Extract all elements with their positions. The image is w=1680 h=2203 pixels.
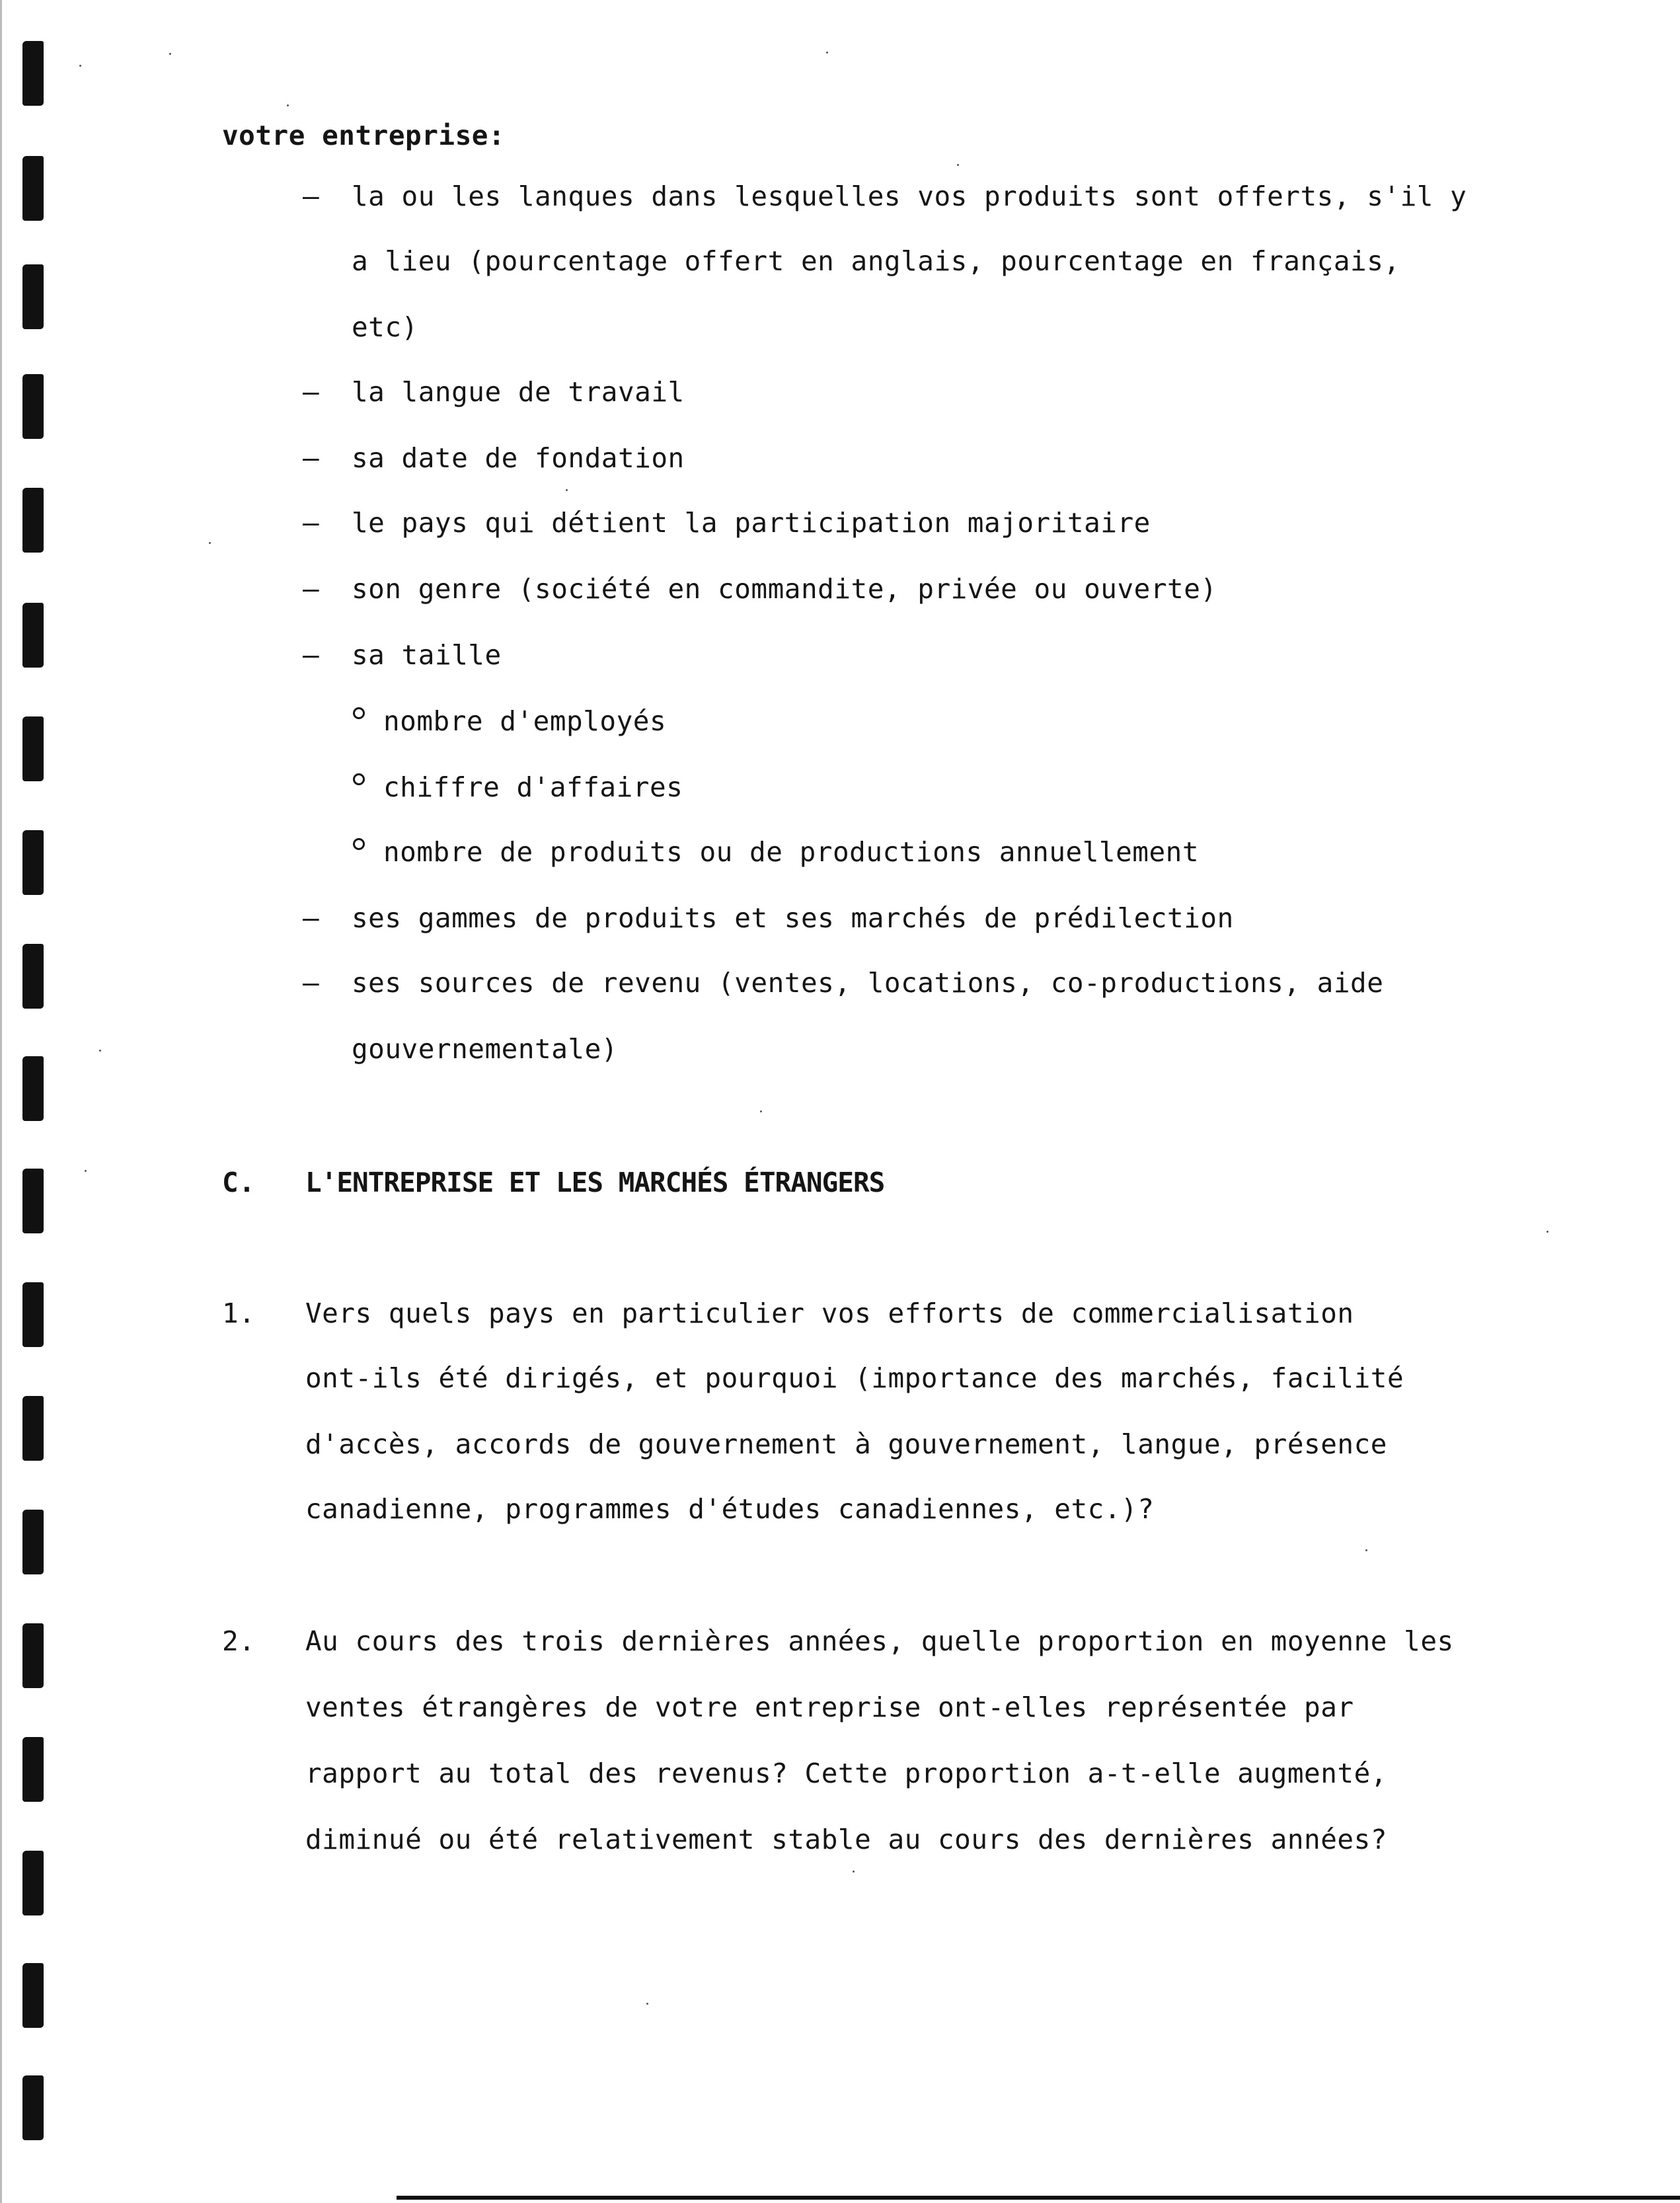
page-edge — [0, 0, 2, 2203]
list-item-revenue-sources-line-1: ses sources de revenu (ventes, locations, co-productions, aide — [352, 967, 1384, 999]
binder-punch-mark — [22, 1282, 44, 1347]
binder-punch-mark — [22, 41, 44, 106]
binder-punch-mark — [22, 603, 44, 668]
binder-punch-mark — [22, 830, 44, 895]
question-1-line-3: d'accès, accords de gouvernement à gouvernement, langue, présence — [305, 1428, 1387, 1460]
binder-punch-mark — [22, 156, 44, 221]
list-dash: – — [303, 902, 319, 934]
list-item-languages-line-3: etc) — [352, 311, 418, 343]
binder-punch-mark — [22, 264, 44, 329]
intro-text: votre entreprise: — [222, 120, 506, 151]
list-item-revenue-sources-line-2: gouvernementale) — [352, 1033, 618, 1065]
question-1-line-1: Vers quels pays en particulier vos efforts de commercialisation — [305, 1297, 1354, 1329]
list-item-company-type: son genre (société en commandite, privée ou ouverte) — [352, 573, 1217, 605]
list-item-majority-country: le pays qui détient la participation majoritaire — [352, 507, 1151, 539]
section-c-letter: C. — [222, 1167, 256, 1198]
sub-item-employees: nombre d'employés — [383, 705, 667, 737]
question-2-line-4: diminué ou été relativement stable au cours des dernières années? — [305, 1824, 1387, 1855]
question-2-number: 2. — [222, 1625, 256, 1657]
sub-bullet-circle — [353, 773, 365, 785]
question-1-number: 1. — [222, 1297, 256, 1329]
binder-punch-mark — [22, 1623, 44, 1688]
binder-punch-mark — [22, 1851, 44, 1915]
list-item-product-ranges: ses gammes de produits et ses marchés de prédilection — [352, 902, 1234, 934]
binder-punch-mark — [22, 2075, 44, 2140]
binder-punch-mark — [22, 1963, 44, 2028]
binder-punch-mark — [22, 716, 44, 781]
question-1-line-4: canadienne, programmes d'études canadiennes, etc.)? — [305, 1493, 1155, 1525]
binder-punch-mark — [22, 1056, 44, 1121]
binder-punch-mark — [22, 488, 44, 553]
list-dash: – — [303, 442, 319, 474]
list-dash: – — [303, 967, 319, 999]
binder-punch-mark — [22, 374, 44, 439]
list-dash: – — [303, 376, 319, 408]
sub-item-productions: nombre de produits ou de productions annuellement — [383, 836, 1200, 868]
binder-punch-mark — [22, 1396, 44, 1461]
binder-punch-mark — [22, 1737, 44, 1802]
question-2-line-2: ventes étrangères de votre entreprise ont-elles représentée par — [305, 1691, 1354, 1723]
question-2-line-3: rapport au total des revenus? Cette proportion a-t-elle augmenté, — [305, 1758, 1387, 1789]
list-item-languages-line-1: la ou les lanques dans lesquelles vos produits sont offerts, s'il y — [352, 180, 1467, 212]
binder-punch-mark — [22, 1510, 44, 1574]
list-item-work-language: la langue de travail — [352, 376, 685, 408]
question-2-line-1: Au cours des trois dernières années, quelle proportion en moyenne les — [305, 1625, 1454, 1657]
list-item-size: sa taille — [352, 639, 502, 671]
list-dash: – — [303, 639, 319, 671]
list-item-languages-line-2: a lieu (pourcentage offert en anglais, pourcentage en français, — [352, 245, 1400, 277]
sub-bullet-circle — [353, 707, 365, 719]
sub-item-revenue: chiffre d'affaires — [383, 771, 683, 803]
binder-punch-mark — [22, 1169, 44, 1233]
bottom-edge-rule — [397, 2196, 1680, 2200]
list-dash: – — [303, 507, 319, 539]
section-c-heading: L'ENTREPRISE ET LES MARCHÉS ÉTRANGERS — [305, 1167, 885, 1198]
question-1-line-2: ont-ils été dirigés, et pourquoi (importance des marchés, facilité — [305, 1362, 1404, 1394]
binder-punch-mark — [22, 944, 44, 1009]
sub-bullet-circle — [353, 838, 365, 850]
list-dash: – — [303, 180, 319, 212]
list-dash: – — [303, 573, 319, 605]
list-item-founding-date: sa date de fondation — [352, 442, 685, 474]
